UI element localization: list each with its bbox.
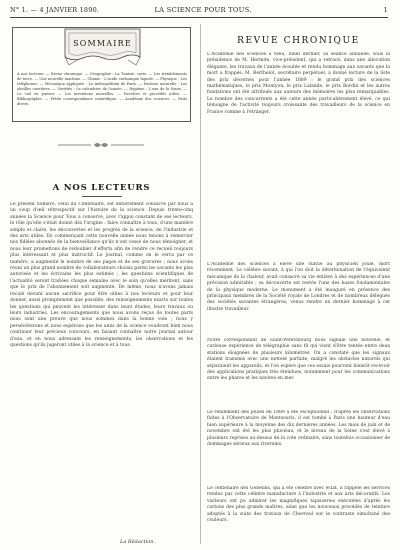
issue-number: N° 1. — 4 JANVIER 1890. — [10, 6, 100, 14]
revue-paragraph: L'Académie des sciences a élevé une statue au physicien Joule, mort récemment. Le célèbre savant, à qui l'on doit la détermination de l'équivalent mécanique de la chaleur, avait consacré sa vie entière à des expériences d'une précision admirable ; sa découverte est restée l'une des bases fondamentales de la physique moderne. Le monument a été inauguré en présence des principaux membres de la Société royale de Londres et de nombreux délégués des sociétés savantes étrangères, venus rendre un dernier hommage à cet illustre travailleur. — [207, 262, 390, 312]
lecteurs-text: Le présent numéro, celui du Centenaire, est entièrement consacré par nous à un coup d'œil rétrospectif sur l'histoire de la science. Depuis trente-cinq années la Science pour Tous a conservé, avec l'appui constant de ses lecteurs, le rôle qu'elle s'était donné dès l'origine : faire connaître à tous, d'une manière simple et claire, les découvertes et les progrès de la science, de l'industrie et des arts utiles. En commençant cette nouvelle année nous tenons à remercier nos fidèles abonnés de la bienveillance qu'ils n'ont cessé de nous témoigner, et nous leur promettons de redoubler d'efforts afin de rendre ce recueil toujours plus intéressant et plus instructif. Le journal, comme on le verra par ce numéro, a augmenté le nombre de ses pages et de ses gravures ; nous avons réuni un plus grand nombre de collaborateurs choisis parmi les savants les plus autorisés et les écrivains les plus estimés ; les questions scientifiques de l'actualité seront traitées chaque semaine avec le soin qu'elles méritent, sans que le prix de l'abonnement soit augmenté. De même, nous n'avons jamais reculé devant aucun sacrifice pour être utiles à nos lecteurs et pour leur donner, aussi promptement que possible, des renseignements exacts sur toutes les questions qui peuvent les intéresser dans leurs études, leurs travaux ou leurs industries. Les encouragements que nous avons reçus de toutes parts nous sont une preuve que nous sommes dans la bonne voie ; nous y persévérerons et nous espérons que les amis de la science voudront bien nous continuer leur précieux concours, en faisant connaître notre journal autour d'eux, et en nous adressant les renseignements, les observations et les questions qu'ils jugeront utiles à la science et à tous. — [10, 202, 193, 348]
sommaire-box — [12, 27, 191, 122]
revue-paragraph: Le centenaire des Gobelins, qui a été célébré avec éclat, a rappelé les services rendus par cette célèbre manufacture à l'industrie et aux arts décoratifs. Les visiteurs ont pu admirer les magnifiques tapisseries exécutées d'après les cartons des plus grands maîtres, ainsi que les nouveaux procédés de teinture adoptés à la suite des travaux de Chevreul sur le contraste simultané des couleurs. — [207, 486, 390, 524]
sommaire-ribbon-icon — [63, 27, 142, 67]
revue-heading: REVUE CHRONIQUE — [237, 36, 360, 46]
column-divider — [200, 24, 201, 544]
page-number: 1 — [383, 6, 388, 14]
running-header — [10, 4, 388, 18]
revue-paragraph: Notre correspondant de Saint-Pétersbourg nous signale une nouvelle, et curieuse expérience de télégraphie sans fil qui vient d'être tentée entre deux stations éloignées de plusieurs kilomètres. On a constaté que les signaux étaient transmis avec une netteté parfaite, malgré les obstacles naturels qui séparaient les appareils, et l'on espère que ces essais pourront bientôt recevoir des applications pratiques très étendues, notamment pour les communications entre les phares et les navires en mer. — [207, 338, 390, 382]
sommaire-heading: SOMMAIRE — [73, 39, 132, 48]
revue-paragraph: L'Académie des sciences a tenu, lundi dernier, sa séance annuelle, sous la présidence de M. Hermite, vice-président, qui a retracé, dans une allocution élégante, les travaux de l'année écoulée et rendu hommage aux savants que la mort a frappés. M. Berthelot, secrétaire perpétuel, a donné lecture de la liste des prix décernés pour l'année 1889 : le grand prix des sciences mathématiques, le prix Montyon, le prix Lalande, le prix Bordin et les autres fondations ont été attribués aux auteurs des mémoires les plus remarquables. Le nombre des concurrents a été cette année particulièrement élevé, ce qui témoigne de l'activité toujours croissante des travailleurs de la science en France comme à l'étranger. — [207, 52, 390, 115]
heading-rule — [82, 196, 122, 197]
left-column — [10, 20, 193, 545]
journal-title: LA SCIENCE POUR TOUS. — [154, 6, 252, 14]
lecteurs-heading: A NOS LECTEURS — [52, 183, 151, 193]
ornament-divider-icon — [58, 140, 144, 150]
signature: La Rédaction. — [120, 539, 156, 545]
revue-paragraph: Le rendement des pluies en 1889 a été exceptionnel ; d'après les observations faites à l'Observatoire de Montsouris, il est tombé à Paris une hauteur d'eau bien supérieure à la moyenne des dix dernières années. Les mois de juin et de novembre ont été les plus pluvieux, et le niveau de la Seine s'est élevé à plusieurs reprises au-dessus de la cote ordinaire, sans toutefois occasionner de dommages sérieux aux riverains. — [207, 410, 390, 448]
sommaire-text: A nos lecteurs. — Revue chronique. — Géographie : La Tunisie, carte. — Les tremblements de terre. — Une nouvelle machine. — Chimie : L'acide carbonique liquide. — Physique : Les téléphones. — Mécanique appliquée : Le métropolitain de Paris. — Histoire naturelle : Les abeilles ouvrières. — Variétés : Le calendrier de l'année. — Hygiène : L'eau de la Seine. — Le ciel en janvier. — Les inventions nouvelles. — Recettes et procédés utiles. — Bibliographie. — Petite correspondance scientifique. — Académie des sciences. — Faits divers. — [17, 72, 187, 106]
